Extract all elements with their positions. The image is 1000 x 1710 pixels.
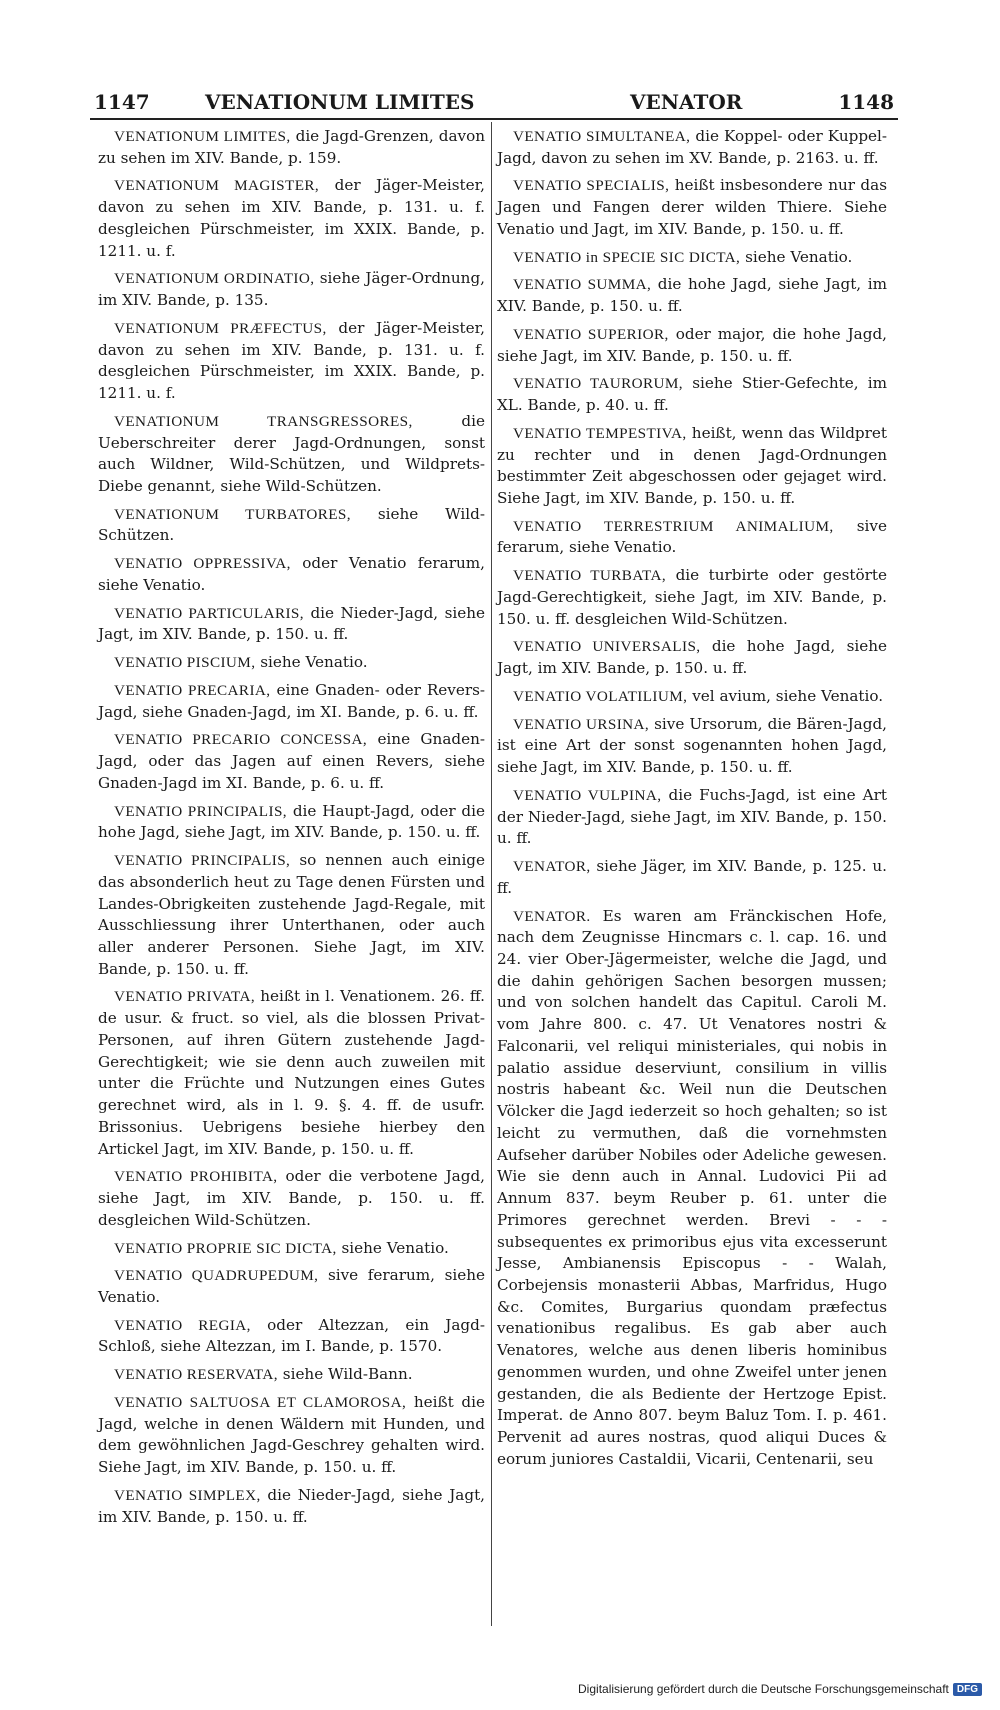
entry-text: sive Ursorum, die Bären-Jagd, ist eine Art der sonst sogenannten hohen Jagd, siehe Jagt, im XIV. Bande, p. 150. u. ff. — [497, 714, 887, 777]
dictionary-entry — [98, 680, 485, 723]
entry-text: die turbirte oder gestörte Jagd-Gerechtigkeit, siehe Jagt, im XIV. Bande, p. 150. u. ff. desgleichen Wild-Schützen. — [497, 566, 887, 628]
entry-text: oder Venatio ferarum, siehe Venatio. — [98, 554, 485, 594]
entry-headword: VENATIO SALTUOSA ET CLAMOROSA, — [114, 1393, 407, 1411]
entry-text: die hohe Jagd, siehe Jagt, im XIV. Bande, p. 150. u. ff. — [497, 637, 887, 678]
dictionary-entry — [497, 906, 887, 1471]
entry-headword: VENATIO TAURORUM, — [513, 375, 683, 393]
entry-text: siehe Jäger, im XIV. Bande, p. 125. u. ff. — [497, 857, 887, 897]
right-column — [497, 126, 887, 1477]
dictionary-entry — [497, 565, 887, 630]
dictionary-entry — [497, 714, 887, 779]
left-column — [98, 126, 485, 1534]
entry-text: heißt insbesondere nur das Jagen und Fangen derer wilden Thiere. Siehe Venatio und Jagt, im XIV. Bande, p. 150. u. ff. — [497, 176, 887, 238]
dictionary-entry — [98, 175, 485, 262]
entry-headword: VENATIONUM LIMITES, — [114, 128, 291, 145]
page-number-left: 1147 — [94, 90, 150, 114]
entry-headword: VENATIO SPECIALIS, — [513, 177, 670, 195]
dictionary-entry — [497, 126, 887, 169]
entry-headword: VENATIO PROPRIE SIC DICTA, — [114, 1239, 337, 1257]
entry-headword: VENATIO PRECARIA, — [114, 681, 271, 699]
entry-headword: VENATIO SIMULTANEA, — [513, 128, 691, 145]
entry-headword: VENATIO TEMPESTIVA, — [513, 424, 687, 442]
dictionary-entry — [98, 1364, 485, 1386]
dictionary-entry — [98, 850, 485, 980]
entry-text: die Fuchs-Jagd, ist eine Art der Nieder-Jagd, siehe Jagt, im XIV. Bande, p. 150. u. ff. — [497, 785, 888, 848]
dictionary-entry — [497, 274, 887, 317]
entry-headword: VENATIO TURBATA, — [513, 567, 667, 585]
entry-headword: VENATIO PISCIUM, — [114, 654, 256, 672]
entry-headword: VENATIO PRINCIPALIS, — [114, 802, 287, 820]
entry-text: siehe Venatio. — [341, 1238, 449, 1257]
entry-text: so nennen auch einige das absonderlich heut zu Tage denen Fürsten und Landes-Obrigkeiten zustehende Jagd-Regale, mit Ausschliessung ihrer Unterthanen, oder auch aller anderer Personen. Siehe Jagt, im XIV. Bande, p. 150. u. ff. — [98, 851, 486, 978]
entry-text: oder die verbotene Jagd, siehe Jagt, im XIV. Bande, p. 150. u. ff. desgleichen Wild-Schützen. — [98, 1167, 486, 1229]
entry-headword: VENATOR, — [513, 858, 591, 876]
dictionary-entry — [497, 175, 887, 240]
dictionary-entry — [98, 986, 485, 1160]
dictionary-entry — [98, 1265, 485, 1308]
dictionary-entry — [98, 1166, 485, 1231]
entry-text: siehe Venatio. — [745, 247, 853, 266]
entry-text: Es waren am Fränckischen Hofe, nach dem Zeugnisse Hincmars c. l. cap. 16. und 24. vier Ober-Jägermeister, welche die Jagd, und die dahin gehörigen Sachen besorgen mussen; und von solchen handelt das Capitul. Caroli M. vom Jahre 800. c. 47. Ut Venatores nostri & Falconarii, vel reliqui ministeriales, qui nobis in palatio assidue deserviunt, consilium in villis nostris habeant &c. Weil nun die Deutschen Völcker die Jagd iederzeit so hoch gehalten; so ist leicht zu vermuthen, daß die vornehmsten Aufseher darüber Nobiles oder Adeliche gewesen. Wie sie denn auch in Annal. Ludovici Pii ad Annum 837. beym Reuber p. 61. unter die Primores gerechnet werden. Brevi - - - subsequentes ex primoribus ejus vita excesserunt Jesse, Ambianensis Episcopus - - Walah, Corbejensis monasterii Abbas, Marfridus, Hugo &c. Comites, Burgarius quondam præfectus venationibus regalibus. Es gab aber auch Venatores, welche aus denen liberis hominibus genommen wurden, und ohne Zweifel unter jenen gestanden, die als Bediente der Hertzoge Epist. Imperat. de Anno 807. beym Baluz Tom. I. p. 461. Pervenit ad aures nostras, quod aliqui Duces & eorum juniores Castaldii, Vicarii, Centenarii, seu — [497, 906, 888, 1468]
running-title-left: VENATIONUM LIMITES — [205, 90, 475, 114]
entry-headword: VENATIO PRINCIPALIS, — [114, 852, 291, 870]
column-divider — [491, 122, 492, 1626]
entry-text: die Koppel- oder Kuppel-Jagd, davon zu sehen im XV. Bande, p. 2163. u. ff. — [497, 127, 888, 167]
entry-text: heißt in l. Venationem. 26. ff. de usur. & fruct. so viel, als die blossen Privat-Personen, auf ihren Gütern zustehende Jagd-Gerechtigkeit; wie sie denn auch zuweilen mit unter die Früchte und Nutzungen eines Gutes gerechnet wird, als in l. 9. §. 4. ff. de usufr. Brissonius. Uebrigens besiehe hierbey den Artickel Jagt, im XIV. Bande, p. 150. u. ff. — [98, 987, 486, 1158]
entry-text: die Ueberschreiter derer Jagd-Ordnungen, sonst auch Wildner, Wild-Schützen, und Wildprets-Diebe genannt, siehe Wild-Schützen. — [98, 411, 485, 496]
entry-text: eine Gnaden- oder Revers-Jagd, siehe Gnaden-Jagd, im XI. Bande, p. 6. u. ff. — [98, 680, 486, 721]
dictionary-entry — [98, 603, 485, 646]
dictionary-entry — [497, 636, 887, 679]
entry-headword: VENATIO SUPERIOR, — [513, 325, 669, 343]
entry-headword: VENATIO RESERVATA, — [114, 1366, 278, 1384]
dictionary-entry — [98, 126, 485, 169]
entry-text: heißt, wenn das Wildpret zu rechter und in denen Jagd-Ordnungen bestimmter Zeit abgeschossen oder gejaget wird. Siehe Jagt, im XIV. Bande, p. 150. u. ff. — [497, 423, 887, 508]
entry-headword: VENATIONUM TURBATORES, — [114, 505, 351, 523]
entry-headword: VENATIO SIMPLEX, — [114, 1486, 261, 1504]
entry-headword: VENATIO TERRESTRIUM ANIMALIUM, — [513, 517, 834, 535]
dictionary-entry — [497, 324, 887, 367]
entry-text: eine Gnaden-Jagd, oder das Jagen auf einen Revers, siehe Gnaden-Jagd im XI. Bande, p. 6. u. ff. — [98, 730, 485, 792]
dictionary-entry — [497, 686, 887, 708]
entry-headword: VENATIO SUMMA, — [513, 276, 652, 294]
entry-headword: VENATIO REGIA, — [114, 1316, 251, 1334]
entry-text: sive ferarum, siehe Venatio. — [98, 1266, 486, 1306]
dictionary-entry — [98, 504, 485, 547]
entry-headword: VENATIONUM ORDINATIO, — [114, 270, 315, 288]
page-number-right: 1148 — [838, 90, 894, 114]
dictionary-entry — [98, 268, 485, 311]
entry-headword: VENATIO PARTICULARIS, — [114, 604, 304, 622]
dictionary-entry — [98, 1392, 485, 1479]
entry-text: oder major, die hohe Jagd, siehe Jagt, im XIV. Bande, p. 150. u. ff. — [497, 324, 888, 365]
dictionary-entry — [98, 411, 485, 498]
dictionary-entry — [98, 1315, 485, 1358]
dictionary-entry — [497, 856, 887, 899]
entry-headword: VENATIONUM TRANSGRESSORES, — [114, 412, 413, 430]
entry-headword: VENATIO VULPINA, — [513, 786, 662, 804]
dictionary-entry — [497, 247, 887, 269]
dictionary-entry — [98, 801, 485, 844]
dictionary-entry — [98, 729, 485, 794]
dictionary-entry — [98, 1238, 485, 1260]
entry-headword: VENATIO PRECARIO CONCESSA, — [114, 731, 368, 749]
entry-text: die Jagd-Grenzen, davon zu sehen im XIV. Bande, p. 159. — [98, 127, 485, 167]
entry-headword: VENATIO QUADRUPEDUM, — [114, 1267, 319, 1285]
dictionary-entry — [98, 652, 485, 674]
entry-text: der Jäger-Meister, davon zu sehen im XIV. Bande, p. 131. u. f. desgleichen Pürschmeister, im XXIX. Bande, p. 1211. u. f. — [98, 318, 486, 403]
footer-credit: Digitalisierung gefördert durch die Deutsche Forschungsgemeinschaft — [578, 1682, 949, 1696]
entry-text: die hohe Jagd, siehe Jagt, im XIV. Bande, p. 150. u. ff. — [497, 275, 888, 316]
entry-headword: VENATIONUM PRÆFECTUS, — [114, 319, 327, 337]
entry-headword: VENATIO VOLATILIUM, — [513, 687, 688, 705]
dictionary-entry — [497, 373, 887, 416]
dictionary-entry — [98, 1485, 485, 1528]
entry-text: siehe Jäger-Ordnung, im XIV. Bande, p. 135. — [98, 269, 485, 310]
entry-headword: VENATIO in SPECIE SIC DICTA, — [513, 248, 741, 266]
entry-text: heißt die Jagd, welche in denen Wäldern mit Hunden, und dem gewöhnlichen Jagd-Geschrey gehalten wird. Siehe Jagt, im XIV. Bande, p. 150. u. ff. — [98, 1392, 485, 1477]
dictionary-entry — [497, 516, 887, 559]
entry-text: die Nieder-Jagd, siehe Jagt, im XIV. Bande, p. 150. u. ff. — [98, 1485, 486, 1526]
running-header — [90, 86, 898, 118]
entry-headword: VENATIO OPPRESSIVA, — [114, 555, 291, 573]
dictionary-entry — [497, 785, 887, 850]
page — [90, 86, 898, 1646]
entry-text: oder Altezzan, ein Jagd-Schloß, siehe Altezzan, im I. Bande, p. 1570. — [98, 1315, 485, 1356]
entry-text: vel avium, siehe Venatio. — [692, 686, 884, 705]
entry-text: siehe Venatio. — [260, 653, 368, 672]
entry-headword: VENATIO URSINA, — [513, 715, 650, 733]
dictionary-entry — [98, 318, 485, 405]
header-rule — [90, 118, 898, 120]
entry-text: die Nieder-Jagd, siehe Jagt, im XIV. Bande, p. 150. u. ff. — [98, 603, 486, 644]
entry-text: der Jäger-Meister, davon zu sehen im XIV. Bande, p. 131. u. f. desgleichen Pürschmeister, im XXIX. Bande, p. 1211. u. f. — [98, 176, 486, 260]
footer — [578, 1680, 982, 1698]
dfg-logo: DFG — [953, 1683, 982, 1696]
entry-text: siehe Stier-Gefechte, im XL. Bande, p. 40. u. ff. — [497, 374, 887, 415]
entry-headword: VENATIO PROHIBITA, — [114, 1168, 278, 1186]
dictionary-entry — [497, 423, 887, 510]
entry-text: sive ferarum, siehe Venatio. — [497, 516, 887, 557]
entry-headword: VENATIONUM MAGISTER, — [114, 177, 320, 195]
running-title-right: VENATOR — [630, 90, 743, 114]
entry-text: siehe Wild-Bann. — [282, 1365, 413, 1384]
entry-headword: VENATIO PRIVATA, — [114, 988, 256, 1006]
entry-headword: VENATOR. — [513, 907, 591, 925]
entry-text: siehe Wild-Schützen. — [98, 504, 485, 545]
entry-headword: VENATIO UNIVERSALIS, — [513, 638, 701, 656]
dictionary-entry — [98, 553, 485, 596]
entry-text: die Haupt-Jagd, oder die hohe Jagd, siehe Jagt, im XIV. Bande, p. 150. u. ff. — [98, 801, 485, 842]
